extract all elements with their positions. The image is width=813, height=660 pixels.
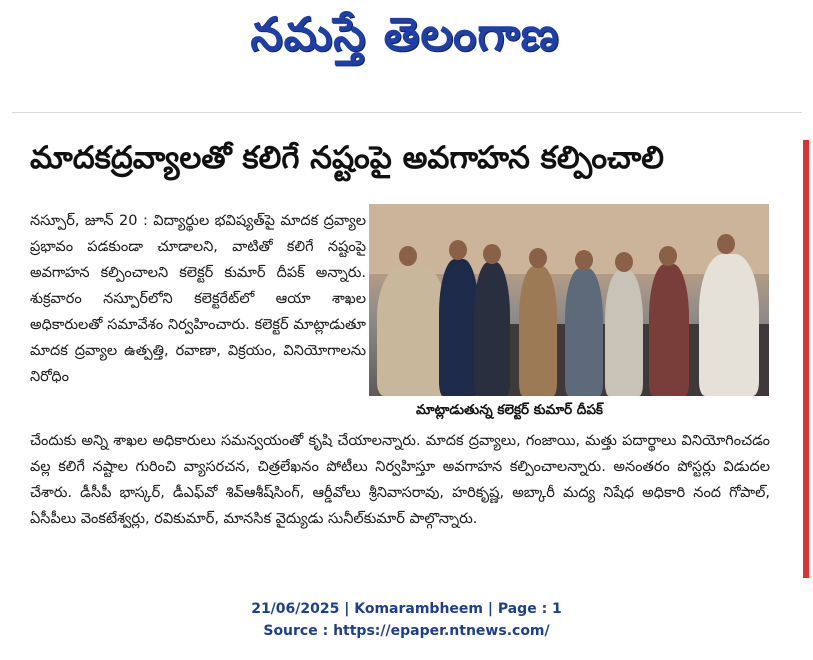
footer	[0, 598, 813, 642]
article-headline: మాదకద్రవ్యాలతో కలిగే నష్టంపై అవగాహన కల్పించాలి	[30, 140, 665, 176]
footer-source-link[interactable]: Source : https://epaper.ntnews.com/	[263, 623, 550, 639]
article-body-column: నస్పూర్, జూన్ 20 : విద్యార్థుల భవిష్యత్‌పై మాదక ద్రవ్యాల ప్రభావం పడకుండా చూడాలని, వాటితో కలిగే నష్టంపై అవగాహన కల్పించాలని కలెక్టర్ కుమార్ దీపక్ అన్నారు. శుక్రవారం నస్పూర్‌లోని కలెక్టరేట్‌లో ఆయా శాఖల అధికారులతో సమావేశం నిర్వహించారు. కలెక్టర్ మాట్లాడుతూ మాదక ద్రవ్యాల ఉత్పత్తి, రవాణా, విక్రయం, వినియోగాలను నిరోధిం	[30, 213, 366, 385]
masthead-title: నమస్తే తెలంగాణ	[250, 7, 560, 61]
article-body-full: చేందుకు అన్ని శాఖల అధికారులు సమన్వయంతో కృషి చేయాలన్నారు. మాదక ద్రవ్యాలు, గంజాయి, మత్తు పదార్థాలు వినియోగించడం వల్ల కలిగే నష్టాల గురించి వ్యాసరచన, చిత్రలేఖనం పోటీలు నిర్వహిస్తూ అవగాహన కల్పించాలన్నారు. అనంతరం పోస్టర్లు విడుదల చేశారు. డీసీపీ భాస్కర్, డీఎఫ్‌వో శివ్‌ఆశీష్‌సింగ్, ఆర్డీవోలు శ్రీనివాసరావు, హరికృష్ణ, అబ్కారీ మద్య నిషేధ అధికారి నంద గోపాల్, ఏసీపీలు వెంకటేశ్వర్లు, రవికుమార్, మానసిక వైద్యుడు సునీల్‌కుమార్ పాల్గొన్నారు.	[30, 433, 770, 527]
accent-bar	[803, 140, 809, 578]
divider	[12, 112, 802, 113]
news-photo	[369, 204, 769, 396]
photo-caption: మాట్లాడుతున్న కలెక్టర్ కుమార్ దీపక్	[416, 402, 603, 418]
masthead	[200, 6, 610, 74]
footer-date-edition: 21/06/2025 | Komarambheem | Page : 1	[251, 601, 562, 617]
